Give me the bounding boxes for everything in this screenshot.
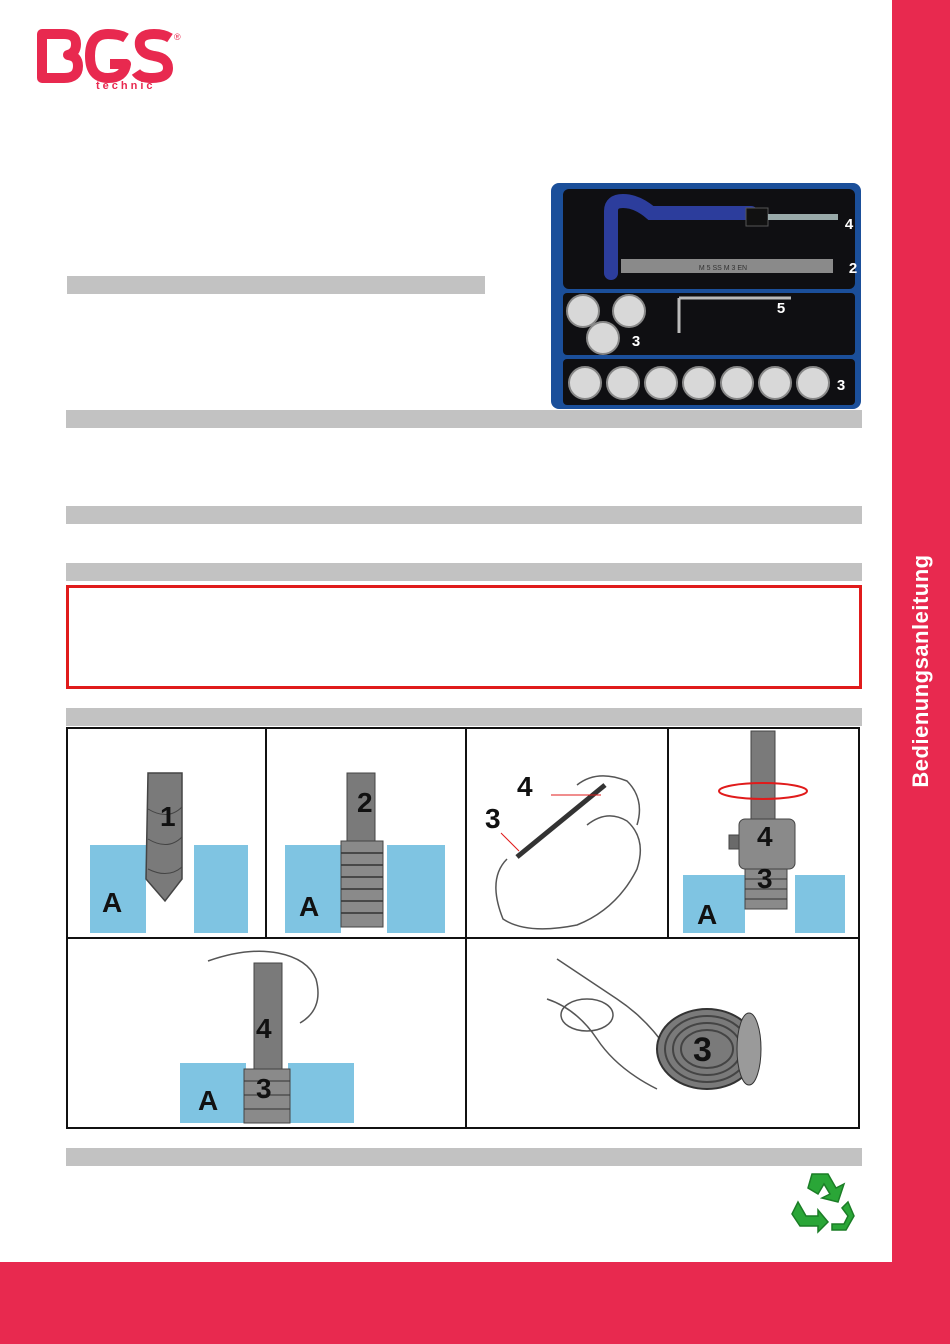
- section-bar-3: [66, 506, 862, 524]
- step-5-break-tang: [68, 939, 465, 1127]
- step-3-tool-label: 4: [517, 771, 533, 802]
- section-bar-4: [66, 563, 862, 581]
- section-bar-2: [66, 410, 862, 428]
- step-6-remove-insert: [467, 939, 858, 1127]
- tap-marking: M 5 SS M 3 EN: [698, 265, 748, 272]
- callout-5: 5: [776, 300, 786, 317]
- step-6-insert-label: 3: [693, 1031, 712, 1069]
- section-bar-6: [66, 1148, 862, 1166]
- step-2-workpiece-label: A: [299, 891, 320, 922]
- step-5-tool-label: 4: [256, 1013, 272, 1044]
- callout-2: 2: [848, 260, 858, 277]
- callout-3a: 3: [631, 333, 641, 350]
- brand-name: [34, 28, 35, 29]
- sidebar-label-wrap: [892, 0, 950, 1344]
- step-3-mount-insert: [467, 729, 667, 937]
- step-4-tool-label: 4: [757, 821, 773, 852]
- step-1-part-label: 1: [160, 801, 176, 832]
- step-1-drill: [68, 729, 265, 937]
- step-illustrations: [66, 727, 860, 1129]
- step-4-screw-insert: [669, 729, 858, 937]
- step-5-workpiece-label: A: [198, 1085, 219, 1116]
- sidebar-label: Bedienungsanleitung: [908, 554, 933, 788]
- step-2-tap: [267, 729, 465, 937]
- step-2-part-label: 2: [357, 787, 373, 818]
- bgs-logo-icon: [34, 28, 184, 84]
- registered-mark: ®: [174, 32, 181, 42]
- callout-4: 4: [844, 216, 854, 233]
- callout-3b: 3: [836, 377, 846, 394]
- kit-photo: [551, 183, 861, 409]
- step-1-workpiece-label: A: [102, 887, 123, 918]
- footer-band: [0, 1262, 892, 1344]
- step-5-insert-label: 3: [256, 1073, 272, 1104]
- step-3-insert-label: 3: [485, 803, 501, 834]
- brand-sub: technic: [96, 80, 156, 92]
- step-4-insert-label: 3: [757, 863, 773, 894]
- section-bar-5: [66, 708, 862, 726]
- recycle-icon: [788, 1168, 858, 1234]
- warning-box: [66, 585, 862, 689]
- step-4-workpiece-label: A: [697, 899, 718, 930]
- section-bar-1: [67, 276, 485, 294]
